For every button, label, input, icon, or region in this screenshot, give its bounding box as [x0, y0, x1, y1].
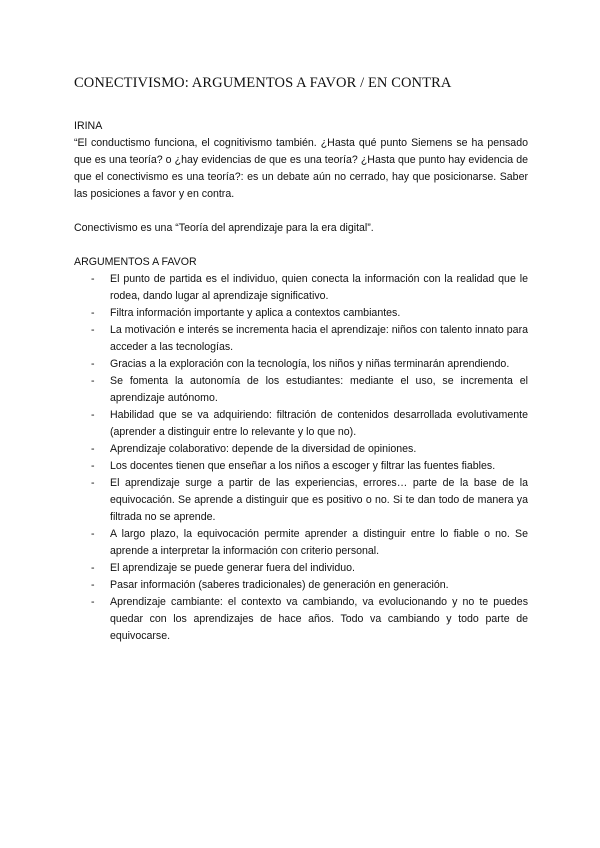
argument-item: - Habilidad que se va adquiriendo: filtración de contenidos desarrollada evolutivamente (aprender a distinguir entre lo relevante y lo que no). — [74, 407, 528, 441]
document-body — [74, 118, 528, 645]
argument-item: - Aprendizaje cambiante: el contexto va cambiando, va evolucionando y no te puedes quedar con los aprendizajes de hace años. Todo va cambiando y todo parte de equivocarse. — [74, 594, 528, 645]
argument-item: - A largo plazo, la equivocación permite aprender a distinguir entre lo fiable o no. Se aprende a interpretar la información con criterio personal. — [74, 526, 528, 560]
argument-item: - Gracias a la exploración con la tecnología, los niños y niñas terminarán aprendiendo. — [74, 356, 528, 373]
argument-item: - El aprendizaje surge a partir de las experiencias, errores… parte de la base de la equivocación. Se aprende a distinguir que es positivo o no. Si te dan todo de manera ya filtrada no se aprende. — [74, 475, 528, 526]
quote-paragraph: “El conductismo funciona, el cognitivismo también. ¿Hasta qué punto Siemens se ha pensado que es una teoría? o ¿hay evidencias de que es una teoría? ¿Hasta que punto hay evidencia de que el conectivismo es una teoría?: es un debate aún no cerrado, hay que posicionarse. Saber las posiciones a favor y en contra. — [74, 137, 528, 200]
argument-item: - Los docentes tienen que enseñar a los niños a escoger y filtrar las fuentes fiables. — [74, 458, 528, 475]
argument-item: - Aprendizaje colaborativo: depende de la diversidad de opiniones. — [74, 441, 528, 458]
section-heading: ARGUMENTOS A FAVOR — [74, 256, 197, 268]
argument-item: - Filtra información importante y aplica a contextos cambiantes. — [74, 305, 528, 322]
argument-item: - El punto de partida es el individuo, quien conecta la información con la realidad que le rodea, dando lugar al aprendizaje significativo. — [74, 271, 528, 305]
definition-paragraph: Conectivismo es una “Teoría del aprendizaje para la era digital”. — [74, 222, 374, 234]
document-title: CONECTIVISMO: ARGUMENTOS A FAVOR / EN CONTRA — [74, 75, 452, 91]
argument-item: - Pasar información (saberes tradicionales) de generación en generación. — [74, 577, 528, 594]
author-name: IRINA — [74, 120, 103, 132]
argument-item: - El aprendizaje se puede generar fuera del individuo. — [74, 560, 528, 577]
argument-item: - Se fomenta la autonomía de los estudiantes: mediante el uso, se incrementa el aprendizaje autónomo. — [74, 373, 528, 407]
arguments-list — [74, 271, 528, 645]
argument-item: - La motivación e interés se incrementa hacia el aprendizaje: niños con talento innato para acceder a las tecnologías. — [74, 322, 528, 356]
